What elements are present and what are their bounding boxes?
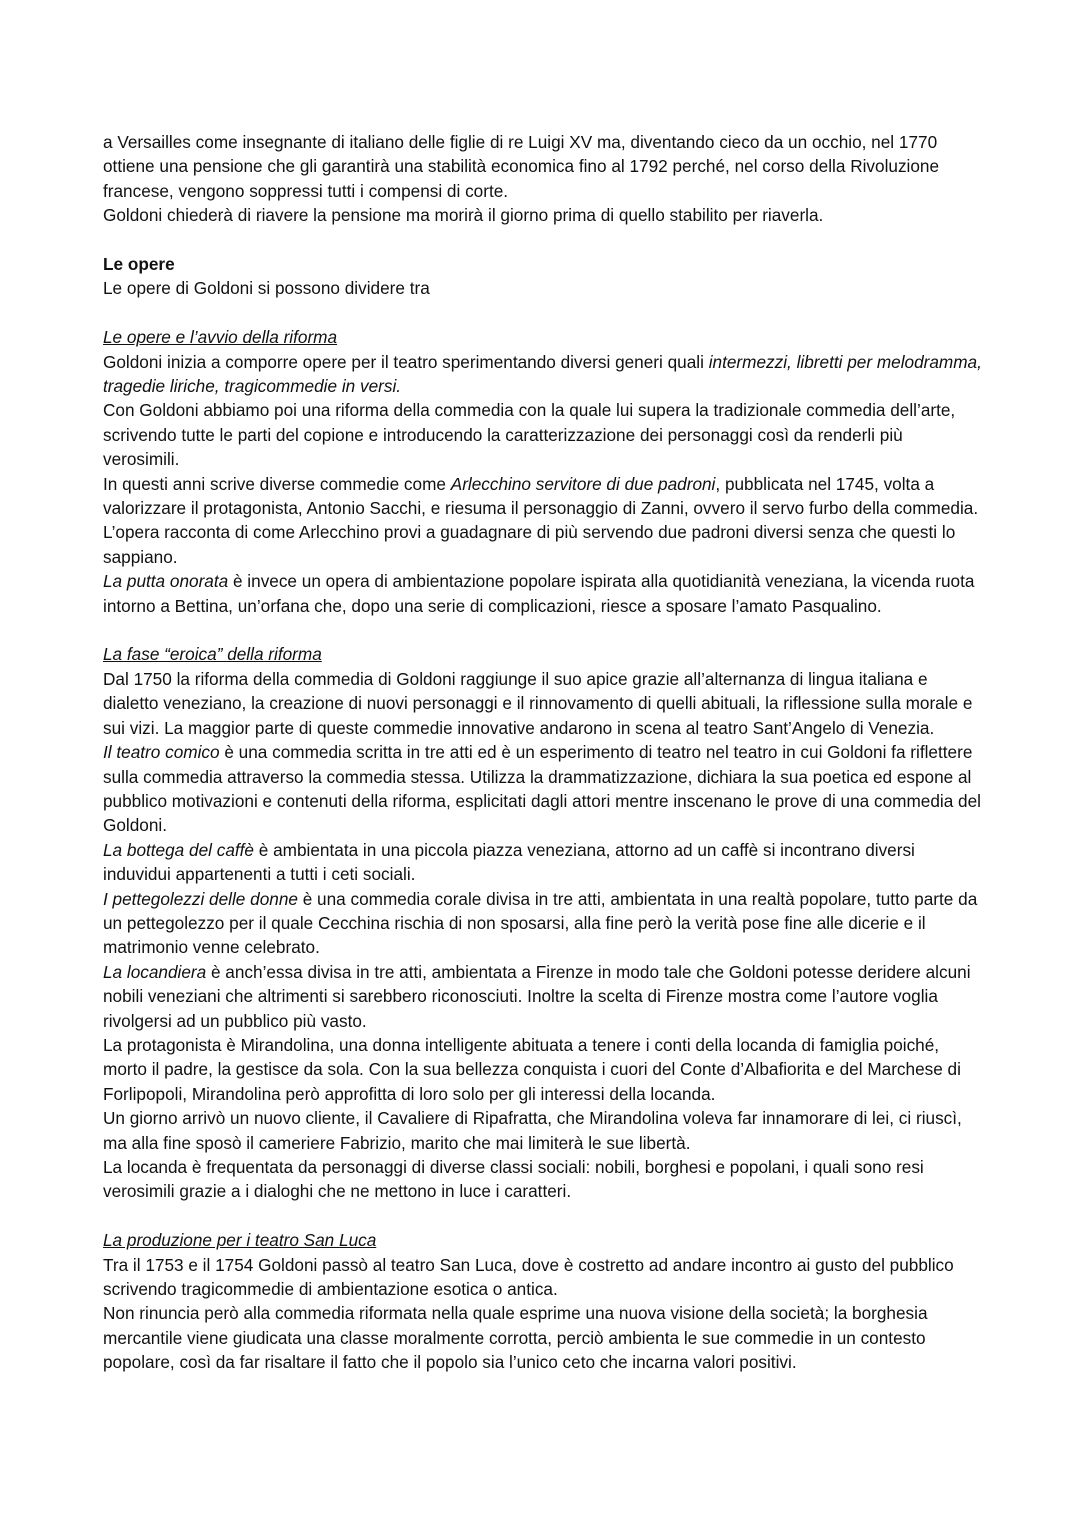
text-run: è una commedia scritta in tre atti ed è un esperimento di teatro nel teatro in cui Goldoni fa riflettere sulla commedia attraverso la commedia stessa. Utilizza la drammatizzazione, dichiara la sua poetica ed espone al pubblico motivazioni e contenuti della riforma, esplicitati dagli attori mentre inscenano le prove di una commedia del Goldoni. — [103, 742, 981, 836]
subheading-fase-eroica: La fase “eroica” della riforma — [103, 644, 322, 665]
avvio-paragraph-2: Con Goldoni abbiamo poi una riforma della commedia con la quale lui supera la tradizionale commedia dell’arte, scrivendo tutte le parti del copione e introducendo la caratterizzazione dei personaggi così da renderli più verosimili. — [103, 400, 956, 470]
eroica-paragraph-5 — [103, 960, 983, 1033]
avvio-paragraph-1 — [103, 350, 983, 399]
sanluca-paragraph-2: Non rinuncia però alla commedia riformata nella quale esprime una nuova visione della società; la borghesia mercantile viene giudicata una classe moralmente corrotta, perciò ambienta le sue commedie in un contesto popolare, così da far risaltare il fatto che il popolo sia l’unico ceto che incarna valori positivi. — [103, 1303, 928, 1373]
italic-text-run: intermezzi, libretti per melodramma, tragedie liriche, tragicommedie in versi. — [103, 351, 982, 397]
section-heading-le-opere: Le opere — [103, 254, 175, 275]
text-run: è invece un opera di ambientazione popolare ispirata alla quotidianità veneziana, la vicenda ruota intorno a Bettina, un’orfana che, dopo una serie di complicazioni, riesce a sposare l’amato Pasqualino. — [103, 571, 975, 616]
eroica-paragraph-7: Un giorno arrivò un nuovo cliente, il Cavaliere di Ripafratta, che Mirandolina voleva far innamorare di lei, ci riuscì, ma alla fine sposò il cameriere Fabrizio, marito che mai limiterà le sue libertà. — [103, 1108, 962, 1153]
text-run: è anch’essa divisa in tre atti, ambientata a Firenze in modo tale che Goldoni potesse deridere alcuni nobili veneziani che altrimenti si sarebbero riconosciuti. Inoltre la scelta di Firenze mostra come l’autore voglia rivolgersi ad un pubblico più vasto. — [103, 961, 971, 1031]
text-run: è una commedia corale divisa in tre atti, ambientata in una realtà popolare, tutto parte da un pettegolezzo per il quale Cecchina rischia di non sposarsi, alla fine però la verità pose fine alle dicerie e il matrimonio venne celebrato. — [103, 888, 978, 958]
spacer — [103, 618, 983, 642]
work-title: I pettegolezzi delle donne — [103, 888, 298, 909]
opere-intro: Le opere di Goldoni si possono dividere tra — [103, 278, 430, 299]
intro-paragraph-1: a Versailles come insegnante di italiano delle figlie di re Luigi XV ma, diventando cieco da un occhio, nel 1770 ottiene una pensione che gli garantirà una stabilità economica fino al 1792 perché, nel corso della Rivoluzione francese, vengono soppressi tutti i compensi di corte. — [103, 132, 940, 201]
subheading-teatro-san-luca: La produzione per i teatro San Luca — [103, 1230, 377, 1251]
work-title: La locandiera — [103, 961, 207, 982]
eroica-paragraph-3 — [103, 838, 983, 887]
avvio-paragraph-4 — [103, 569, 983, 618]
spacer — [103, 228, 983, 252]
eroica-paragraph-4 — [103, 887, 983, 960]
text-run: , pubblicata nel 1745, volta a valorizzare il protagonista, Antonio Sacchi, e riesuma il personaggio di Zanni, ovvero il servo furbo della commedia. L’opera racconta di come Arlecchino provi a guadagnare di più servendo due padroni diversi senza che questi lo sappiano. — [103, 473, 979, 567]
eroica-paragraph-8: La locanda è frequentata da personaggi di diverse classi sociali: nobili, borghesi e popolani, i quali sono resi verosimili grazie a i dialoghi che ne mettono in luce i caratteri. — [103, 1157, 924, 1202]
text-run: Goldoni inizia a comporre opere per il teatro sperimentando diversi generi quali — [103, 351, 709, 372]
work-title: Arlecchino servitore di due padroni — [450, 473, 716, 494]
subheading-avvio-riforma: Le opere e l’avvio della riforma — [103, 327, 338, 348]
work-title: La putta onorata — [103, 571, 229, 592]
avvio-paragraph-3 — [103, 472, 983, 570]
eroica-paragraph-2 — [103, 740, 983, 838]
eroica-paragraph-1: Dal 1750 la riforma della commedia di Goldoni raggiunge il suo apice grazie all’alternanza di lingua italiana e dialetto veneziano, la creazione di nuovi personaggi e il rinnovamento di quelli abituali, la riflessione sulla morale e sui vizi. La maggior parte di queste commedie innovative andarono in scena al teatro Sant’Angelo di Venezia. — [103, 668, 973, 738]
spacer — [103, 301, 983, 325]
spacer — [103, 1204, 983, 1228]
eroica-paragraph-6: La protagonista è Mirandolina, una donna intelligente abituata a tenere i conti della locanda di famiglia poiché, morto il padre, la gestisce da sola. Con la sua bellezza conquista i cuori del Conte d’Albafiorita e del Marchese di Forlipopoli, Mirandolina però approfitta di loro solo per gli interessi della locanda. — [103, 1034, 961, 1104]
work-title: Il teatro comico — [103, 742, 220, 763]
document-page — [103, 130, 983, 1375]
work-title: La bottega del caffè — [103, 839, 254, 860]
intro-paragraph-2: Goldoni chiederà di riavere la pensione ma morirà il giorno prima di quello stabilito per riaverla. — [103, 205, 824, 226]
sanluca-paragraph-1: Tra il 1753 e il 1754 Goldoni passò al teatro San Luca, dove è costretto ad andare incontro ai gusto del pubblico scrivendo tragicommedie di ambientazione esotica o antica. — [103, 1254, 954, 1300]
text-run: è ambientata in una piccola piazza veneziana, attorno ad un caffè si incontrano diversi induvidui appartenenti a tutti i ceti sociali. — [103, 839, 915, 885]
text-run: In questi anni scrive diverse commedie come — [103, 473, 451, 494]
